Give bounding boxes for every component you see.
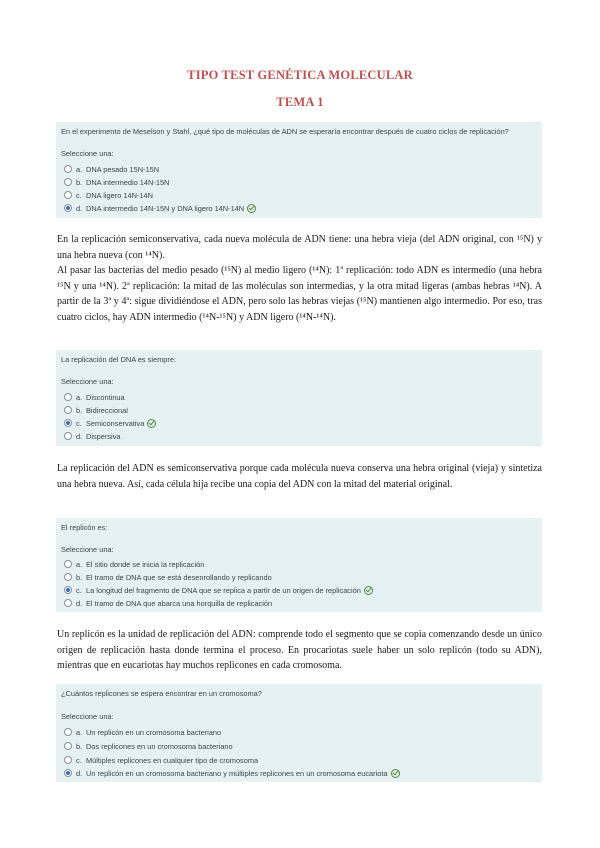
option-a[interactable] <box>64 391 125 403</box>
option-text: Un replicón en un cromosoma bacteriano <box>86 727 222 737</box>
option-letter: c. <box>76 755 82 765</box>
option-letter: d. <box>76 203 83 213</box>
select-label: Seleccione una: <box>61 377 114 386</box>
option-letter: c. <box>76 418 82 428</box>
option-c[interactable] <box>64 584 373 596</box>
radio-button-selected[interactable] <box>64 204 72 212</box>
option-d[interactable] <box>64 430 121 442</box>
radio-button[interactable] <box>64 393 72 401</box>
question-text: En el experimento de Meselson y Stahl, ¿qué tipo de moléculas de ADN se esperaría encontrar después de cuatro ciclos de replicación? <box>61 127 509 136</box>
option-text: Dispersiva <box>86 431 121 441</box>
explanation-paragraph: En la replicación semiconservativa, cada nueva molécula de ADN tiene: una hebra vieja (del ADN original, con ¹⁵N) y una hebra nueva (con ¹⁴N). <box>57 234 542 261</box>
explanation-paragraph: Un replicón es la unidad de replicación del ADN: comprende todo el segmento que se copia comenzando desde un único origen de replicación hasta donde termina el proceso. En procariotas suele haber un solo replicón (todo su ADN), mientras que en eucariotas hay muchos replicones en cada cromosoma. <box>57 629 542 671</box>
explanation-paragraph: Al pasar las bacterias del medio pesado (¹⁵N) al medio ligero (¹⁴N): 1ª replicación: todo ADN es intermedio (una hebra ¹⁵N y una ¹⁴N). 2ª replicación: la mitad de las moléculas son intermedias, y la otra mitad ligeras (ambas hebras ¹⁴N). A partir de la 3ª y 4ª: sigue dividiéndose el ADN, pero solo las hebras viejas (¹⁵N) mantienen algo intermedio. Por eso, tras cuatro ciclos, hay ADN intermedio (¹⁴N-¹⁵N) y ADN ligero (¹⁴N-¹⁴N). <box>57 265 542 323</box>
radio-button-selected[interactable] <box>64 586 72 594</box>
option-letter: b. <box>76 572 83 582</box>
radio-button[interactable] <box>64 191 72 199</box>
radio-button[interactable] <box>64 742 72 750</box>
explanation-2 <box>57 461 542 492</box>
option-letter: b. <box>76 177 83 187</box>
quiz-question-3 <box>56 518 542 612</box>
option-a[interactable] <box>64 726 221 738</box>
explanation-3 <box>57 627 542 674</box>
option-d[interactable] <box>64 597 272 609</box>
radio-button[interactable] <box>64 599 72 607</box>
radio-button[interactable] <box>64 728 72 736</box>
option-b[interactable] <box>64 740 233 752</box>
option-letter: a. <box>76 164 83 174</box>
option-letter: a. <box>76 392 83 402</box>
option-text: Un replicón en un cromosoma bacteriano y múltiples replicones en un cromosoma eucariota <box>86 768 388 778</box>
option-letter: a. <box>76 727 83 737</box>
radio-button[interactable] <box>64 432 72 440</box>
option-b[interactable] <box>64 404 128 416</box>
option-a[interactable] <box>64 558 204 570</box>
option-text: DNA pesado 15N-15N <box>86 164 160 174</box>
option-letter: d. <box>76 768 83 778</box>
option-letter: a. <box>76 559 83 569</box>
option-c[interactable] <box>64 417 156 429</box>
option-text: Dos replicones en un cromosoma bacteriano <box>86 741 233 751</box>
explanation-1 <box>57 232 542 325</box>
option-a[interactable] <box>64 163 159 175</box>
option-letter: d. <box>76 431 83 441</box>
option-text: El tramo de DNA que abarca una horquilla de replicación <box>86 598 273 608</box>
select-label: Seleccione una: <box>61 545 114 554</box>
question-text: El replicón es: <box>61 523 108 532</box>
select-label: Seleccione una: <box>61 149 114 158</box>
radio-button[interactable] <box>64 178 72 186</box>
option-c[interactable] <box>64 189 153 201</box>
option-letter: b. <box>76 405 83 415</box>
radio-button[interactable] <box>64 406 72 414</box>
option-text: Bidireccional <box>86 405 128 415</box>
correct-check-icon <box>391 769 400 778</box>
option-text: La longitud del fragmento de DNA que se replica a partir de un origen de replicación <box>86 585 361 595</box>
question-text: La replicación del DNA es siempre: <box>61 355 177 364</box>
explanation-paragraph: La replicación del ADN es semiconservativa porque cada molécula nueva conserva una hebra original (vieja) y sintetiza una hebra nueva. Así, cada célula hija recibe una copia del ADN con la mitad del material original. <box>57 463 542 490</box>
option-text: El sitio donde se inicia la replicación <box>86 559 205 569</box>
option-b[interactable] <box>64 571 272 583</box>
option-text: Múltiples replicones en cualquier tipo de cromosoma <box>86 755 259 765</box>
option-d[interactable] <box>64 202 256 214</box>
correct-check-icon <box>364 586 373 595</box>
option-text: DNA intermedio 14N-15N y DNA ligero 14N-14N <box>86 203 245 213</box>
quiz-question-4 <box>56 684 542 782</box>
option-text: DNA ligero 14N-14N <box>86 190 153 200</box>
radio-button[interactable] <box>64 573 72 581</box>
radio-button[interactable] <box>64 560 72 568</box>
document-title: TIPO TEST GENÉTICA MOLECULAR <box>187 68 413 82</box>
option-letter: d. <box>76 598 83 608</box>
quiz-question-2 <box>56 350 542 446</box>
option-letter: c. <box>76 190 82 200</box>
option-c[interactable] <box>64 754 258 766</box>
radio-button-selected[interactable] <box>64 769 72 777</box>
radio-button[interactable] <box>64 756 72 764</box>
select-label: Seleccione una: <box>61 712 114 721</box>
option-text: Discontinua <box>86 392 125 402</box>
radio-button[interactable] <box>64 165 72 173</box>
question-text: ¿Cuántos replicones se espera encontrar en un cromosoma? <box>61 689 262 698</box>
option-letter: c. <box>76 585 82 595</box>
document-subtitle: TEMA 1 <box>276 95 324 109</box>
option-text: El tramo de DNA que se está desenrollando y replicando <box>86 572 272 582</box>
option-text: Semiconservativa <box>86 418 145 428</box>
option-b[interactable] <box>64 176 169 188</box>
option-text: DNA intermedio 14N-15N <box>86 177 170 187</box>
option-letter: b. <box>76 741 83 751</box>
correct-check-icon <box>147 419 156 428</box>
option-d[interactable] <box>64 767 400 779</box>
correct-check-icon <box>247 204 256 213</box>
quiz-question-1 <box>56 122 542 218</box>
radio-button-selected[interactable] <box>64 419 72 427</box>
